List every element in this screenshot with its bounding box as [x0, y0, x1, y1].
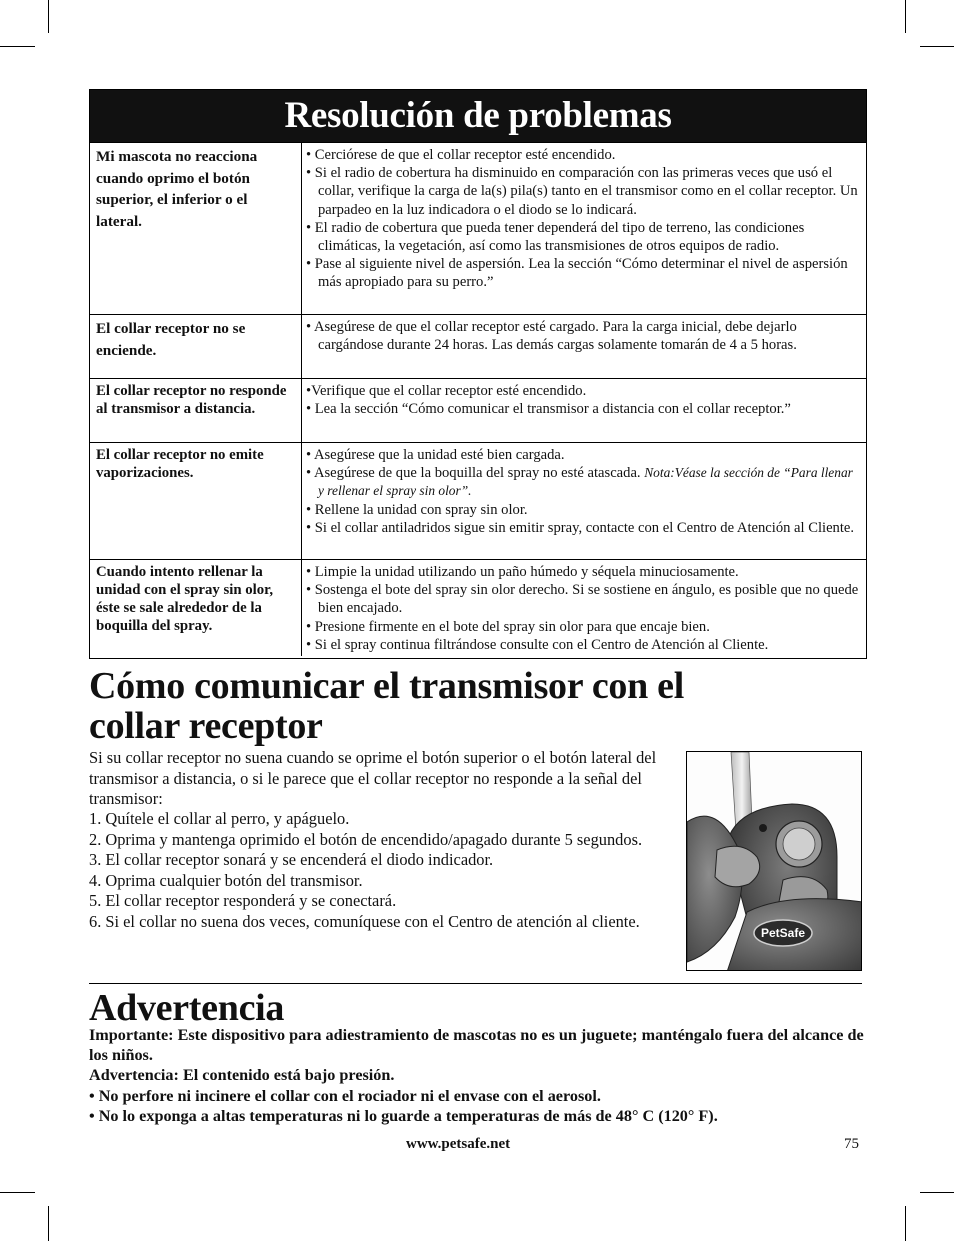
solution-cell [302, 315, 866, 378]
communicate-intro: Si su collar receptor no suena cuando se oprime el botón superior o el botón lateral del transmisor a distancia, o si le parece que el collar receptor no responde a la señal del transmisor: [89, 748, 657, 808]
solution-item: • Presione firmente en el bote del spray sin olor para que encaje bien. [306, 618, 710, 635]
solution-cell [302, 560, 866, 656]
step-item: 4. Oprima cualquier botón del transmisor. [89, 870, 363, 890]
troubleshooting-title: Resolución de problemas [90, 90, 866, 142]
solution-item: • Si el collar antiladridos sigue sin emitir spray, contacte con el Centro de Atención al Cliente. [306, 519, 855, 536]
table-row [90, 559, 866, 656]
solution-item: • Pase al siguiente nivel de aspersión. Lea la sección “Cómo determinar el nivel de aspersión más apropiado para su perro.” [306, 256, 848, 291]
step-item: 3. El collar receptor sonará y se encenderá el diodo indicador. [89, 850, 494, 869]
step-item: 5. El collar receptor responderá y se conectará. [89, 891, 397, 910]
warning-line: Advertencia: El contenido está bajo presión. [89, 1066, 395, 1085]
solution-item: • Asegúrese de que el collar receptor esté cargado. Para la carga inicial, debe dejarlo cargándose durante 24 horas. Las demás cargas solamente tomarán de 4 a 5 horas. [306, 319, 797, 354]
solution-item: • Asegúrese que la unidad esté bien cargada. [306, 447, 565, 463]
warning-line: • No lo exponga a altas temperaturas ni lo guarde a temperaturas de más de 48° C (120° F). [89, 1106, 718, 1125]
footer-url: www.petsafe.net [406, 1136, 511, 1152]
solution-cell [302, 379, 866, 442]
warning-title: Advertencia [89, 987, 285, 1029]
solution-item: • El radio de cobertura que pueda tener dependerá del tipo de terreno, las condiciones climáticas, la vegetación, así como las transmisiones de otros equipos de radio. [306, 219, 805, 255]
table-row [90, 314, 866, 378]
table-row [90, 142, 866, 314]
warning-line: • No perfore ni incinere el collar con el rociador ni el envase con el aerosol. [89, 1086, 601, 1105]
troubleshooting-table [89, 89, 867, 659]
problem-cell: Mi mascota no reacciona cuando oprimo el botón superior, el inferior o el lateral. [90, 143, 302, 314]
brand-logo-text: PetSafe [760, 926, 806, 940]
transmitter-photo [686, 751, 862, 971]
crop-mark [48, 0, 49, 33]
crop-mark [920, 46, 954, 47]
table-row [90, 442, 866, 559]
warning-text [89, 1025, 874, 1126]
communicate-title-line1: Cómo comunicar el transmisor con el [89, 665, 684, 707]
step-item: 6. Si el collar no suena dos veces, comuníquese con el Centro de atención al cliente. [89, 911, 640, 931]
solution-item: • Lea la sección “Cómo comunicar el transmisor a distancia con el collar receptor.” [306, 401, 791, 418]
solution-item: • Si el spray continua filtrándose consulte con el Centro de Atención al Cliente. [306, 636, 769, 653]
solution-item: • Rellene la unidad con spray sin olor. [306, 501, 528, 518]
crop-mark [920, 1192, 954, 1193]
solution-text: • Asegúrese de que la boquilla del spray no esté atascada. [306, 465, 645, 482]
solution-cell [302, 143, 866, 314]
section-divider [89, 983, 862, 984]
solution-note: Nota:Véase la sección de “Para llenar y rellenar el spray sin olor”. [318, 465, 853, 499]
solution-cell [302, 443, 866, 559]
problem-cell: El collar receptor no se enciende. [90, 315, 302, 378]
transmitter-illustration [687, 752, 862, 971]
problem-cell: El collar receptor no emite vaporizaciones. [90, 443, 302, 559]
solution-item: • Sostenga el bote del spray sin olor derecho. Si se sostiene en ángulo, es posible que no quede bien encajado. [306, 582, 859, 617]
solution-item: • Limpie la unidad utilizando un paño húmedo y séquela minuciosamente. [306, 564, 739, 580]
crop-mark [905, 0, 906, 33]
problem-cell: El collar receptor no responde al transmisor a distancia. [90, 379, 302, 442]
communicate-steps [89, 809, 681, 932]
table-row [90, 378, 866, 442]
crop-mark [48, 1206, 49, 1241]
crop-mark [905, 1206, 906, 1241]
solution-item: • Cerciórese de que el collar receptor esté encendido. [306, 147, 616, 163]
page-number: 75 [844, 1136, 859, 1152]
solution-item [306, 464, 862, 500]
step-item: 1. Quítele el collar al perro, y apáguelo. [89, 809, 350, 828]
solution-item: •Verifique que el collar receptor esté encendido. [306, 383, 587, 399]
crop-mark [0, 1192, 35, 1193]
warning-line: Importante: Este dispositivo para adiestramiento de mascotas no es un juguete; manténgalo fuera del alcance de los niños. [89, 1026, 864, 1065]
crop-mark [0, 46, 35, 47]
step-item: 2. Oprima y mantenga oprimido el botón de encendido/apagado durante 5 segundos. [89, 829, 643, 849]
communicate-title-line2: collar receptor [89, 705, 323, 747]
solution-item: • Si el radio de cobertura ha disminuido en comparación con las primeras veces que usó el collar, verifique la carga de la(s) pila(s) tanto en el transmisor como en el collar receptor. Un parpadeo en la luz indicadora o el diodo se lo indicará. [306, 165, 858, 218]
problem-cell: Cuando intento rellenar la unidad con el spray sin olor, éste se sale alrededor de la boquilla del spray. [90, 560, 302, 656]
